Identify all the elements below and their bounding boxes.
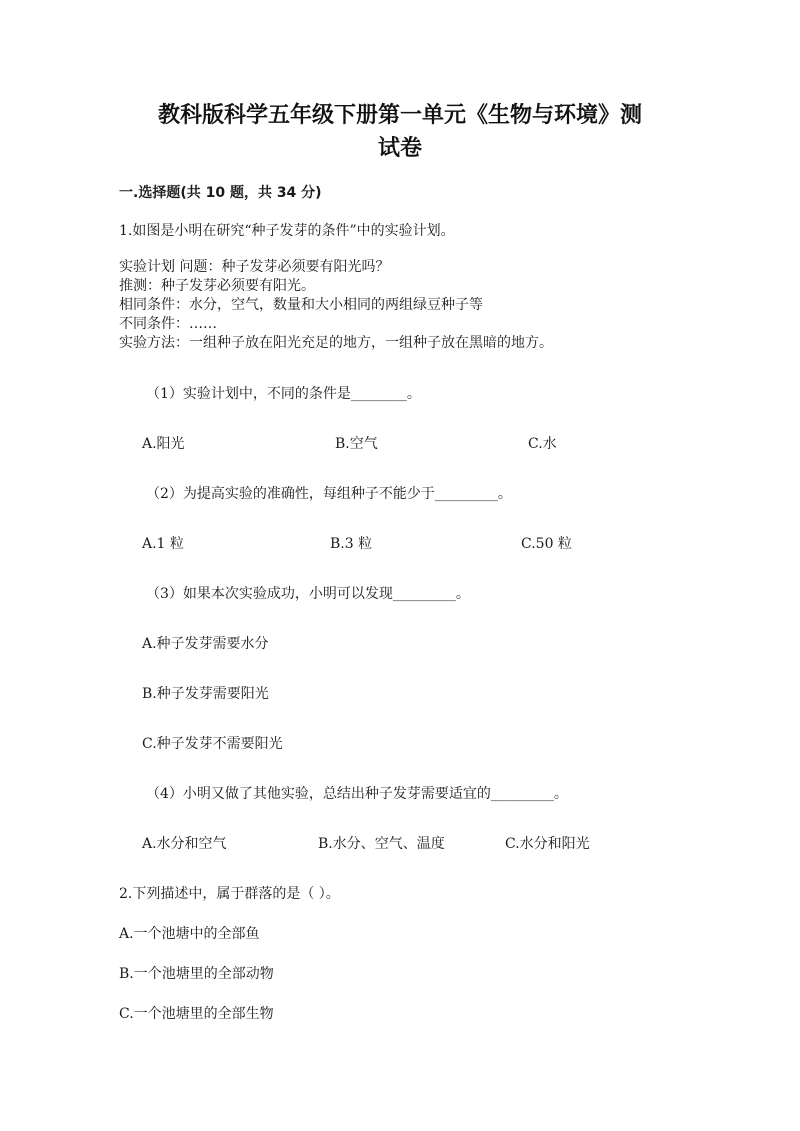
option-c[interactable]: C.水分和阳光 <box>505 836 590 852</box>
plan-line: 不同条件：…… <box>119 316 217 332</box>
option-c[interactable]: C.水 <box>528 436 557 452</box>
option-a[interactable]: A.一个池塘中的全部鱼 <box>119 926 260 942</box>
option-a[interactable]: A.水分和空气 <box>142 836 227 852</box>
option-b[interactable]: B.水分、空气、温度 <box>318 836 445 852</box>
sub-question-3: （3）如果本次实验成功，小明可以发现_________。 <box>146 586 470 602</box>
question-1-stem: 1.如图是小明在研究“种子发芽的条件”中的实验计划。 <box>119 223 455 239</box>
option-c[interactable]: C.种子发芽不需要阳光 <box>142 736 283 752</box>
option-c[interactable]: C.一个池塘里的全部生物 <box>119 1006 274 1022</box>
question-2-stem: 2.下列描述中，属于群落的是（ ）。 <box>119 886 340 902</box>
section-heading: 一.选择题(共 10 题，共 34 分) <box>119 185 322 201</box>
plan-line: 推测：种子发芽必须要有阳光。 <box>119 278 315 294</box>
plan-line: 实验方法：一组种子放在阳光充足的地方，一组种子放在黑暗的地方。 <box>119 335 553 351</box>
option-b[interactable]: B.一个池塘里的全部动物 <box>119 966 274 982</box>
option-c[interactable]: C.50 粒 <box>521 536 572 552</box>
experiment-plan <box>119 258 553 353</box>
option-a[interactable]: A.1 粒 <box>142 536 184 552</box>
plan-line: 相同条件：水分，空气，数量和大小相同的两组绿豆种子等 <box>119 297 483 313</box>
sub-question-1: （1）实验计划中，不同的条件是________。 <box>146 386 421 402</box>
option-a[interactable]: A.种子发芽需要水分 <box>142 636 269 652</box>
plan-line: 实验计划 问题：种子发芽必须要有阳光吗？ <box>119 259 390 275</box>
option-b[interactable]: B.空气 <box>335 436 378 452</box>
sub-question-4: （4）小明又做了其他实验，总结出种子发芽需要适宜的_________。 <box>146 786 568 802</box>
option-a[interactable]: A.阳光 <box>142 436 185 452</box>
option-b[interactable]: B.种子发芽需要阳光 <box>142 686 269 702</box>
sub-question-2: （2）为提高实验的准确性，每组种子不能少于_________。 <box>146 486 512 502</box>
option-b[interactable]: B.3 粒 <box>330 536 373 552</box>
page-title-line-1: 教科版科学五年级下册第一单元《生物与环境》测 <box>157 103 642 128</box>
page-title-line-2: 试卷 <box>377 136 422 161</box>
